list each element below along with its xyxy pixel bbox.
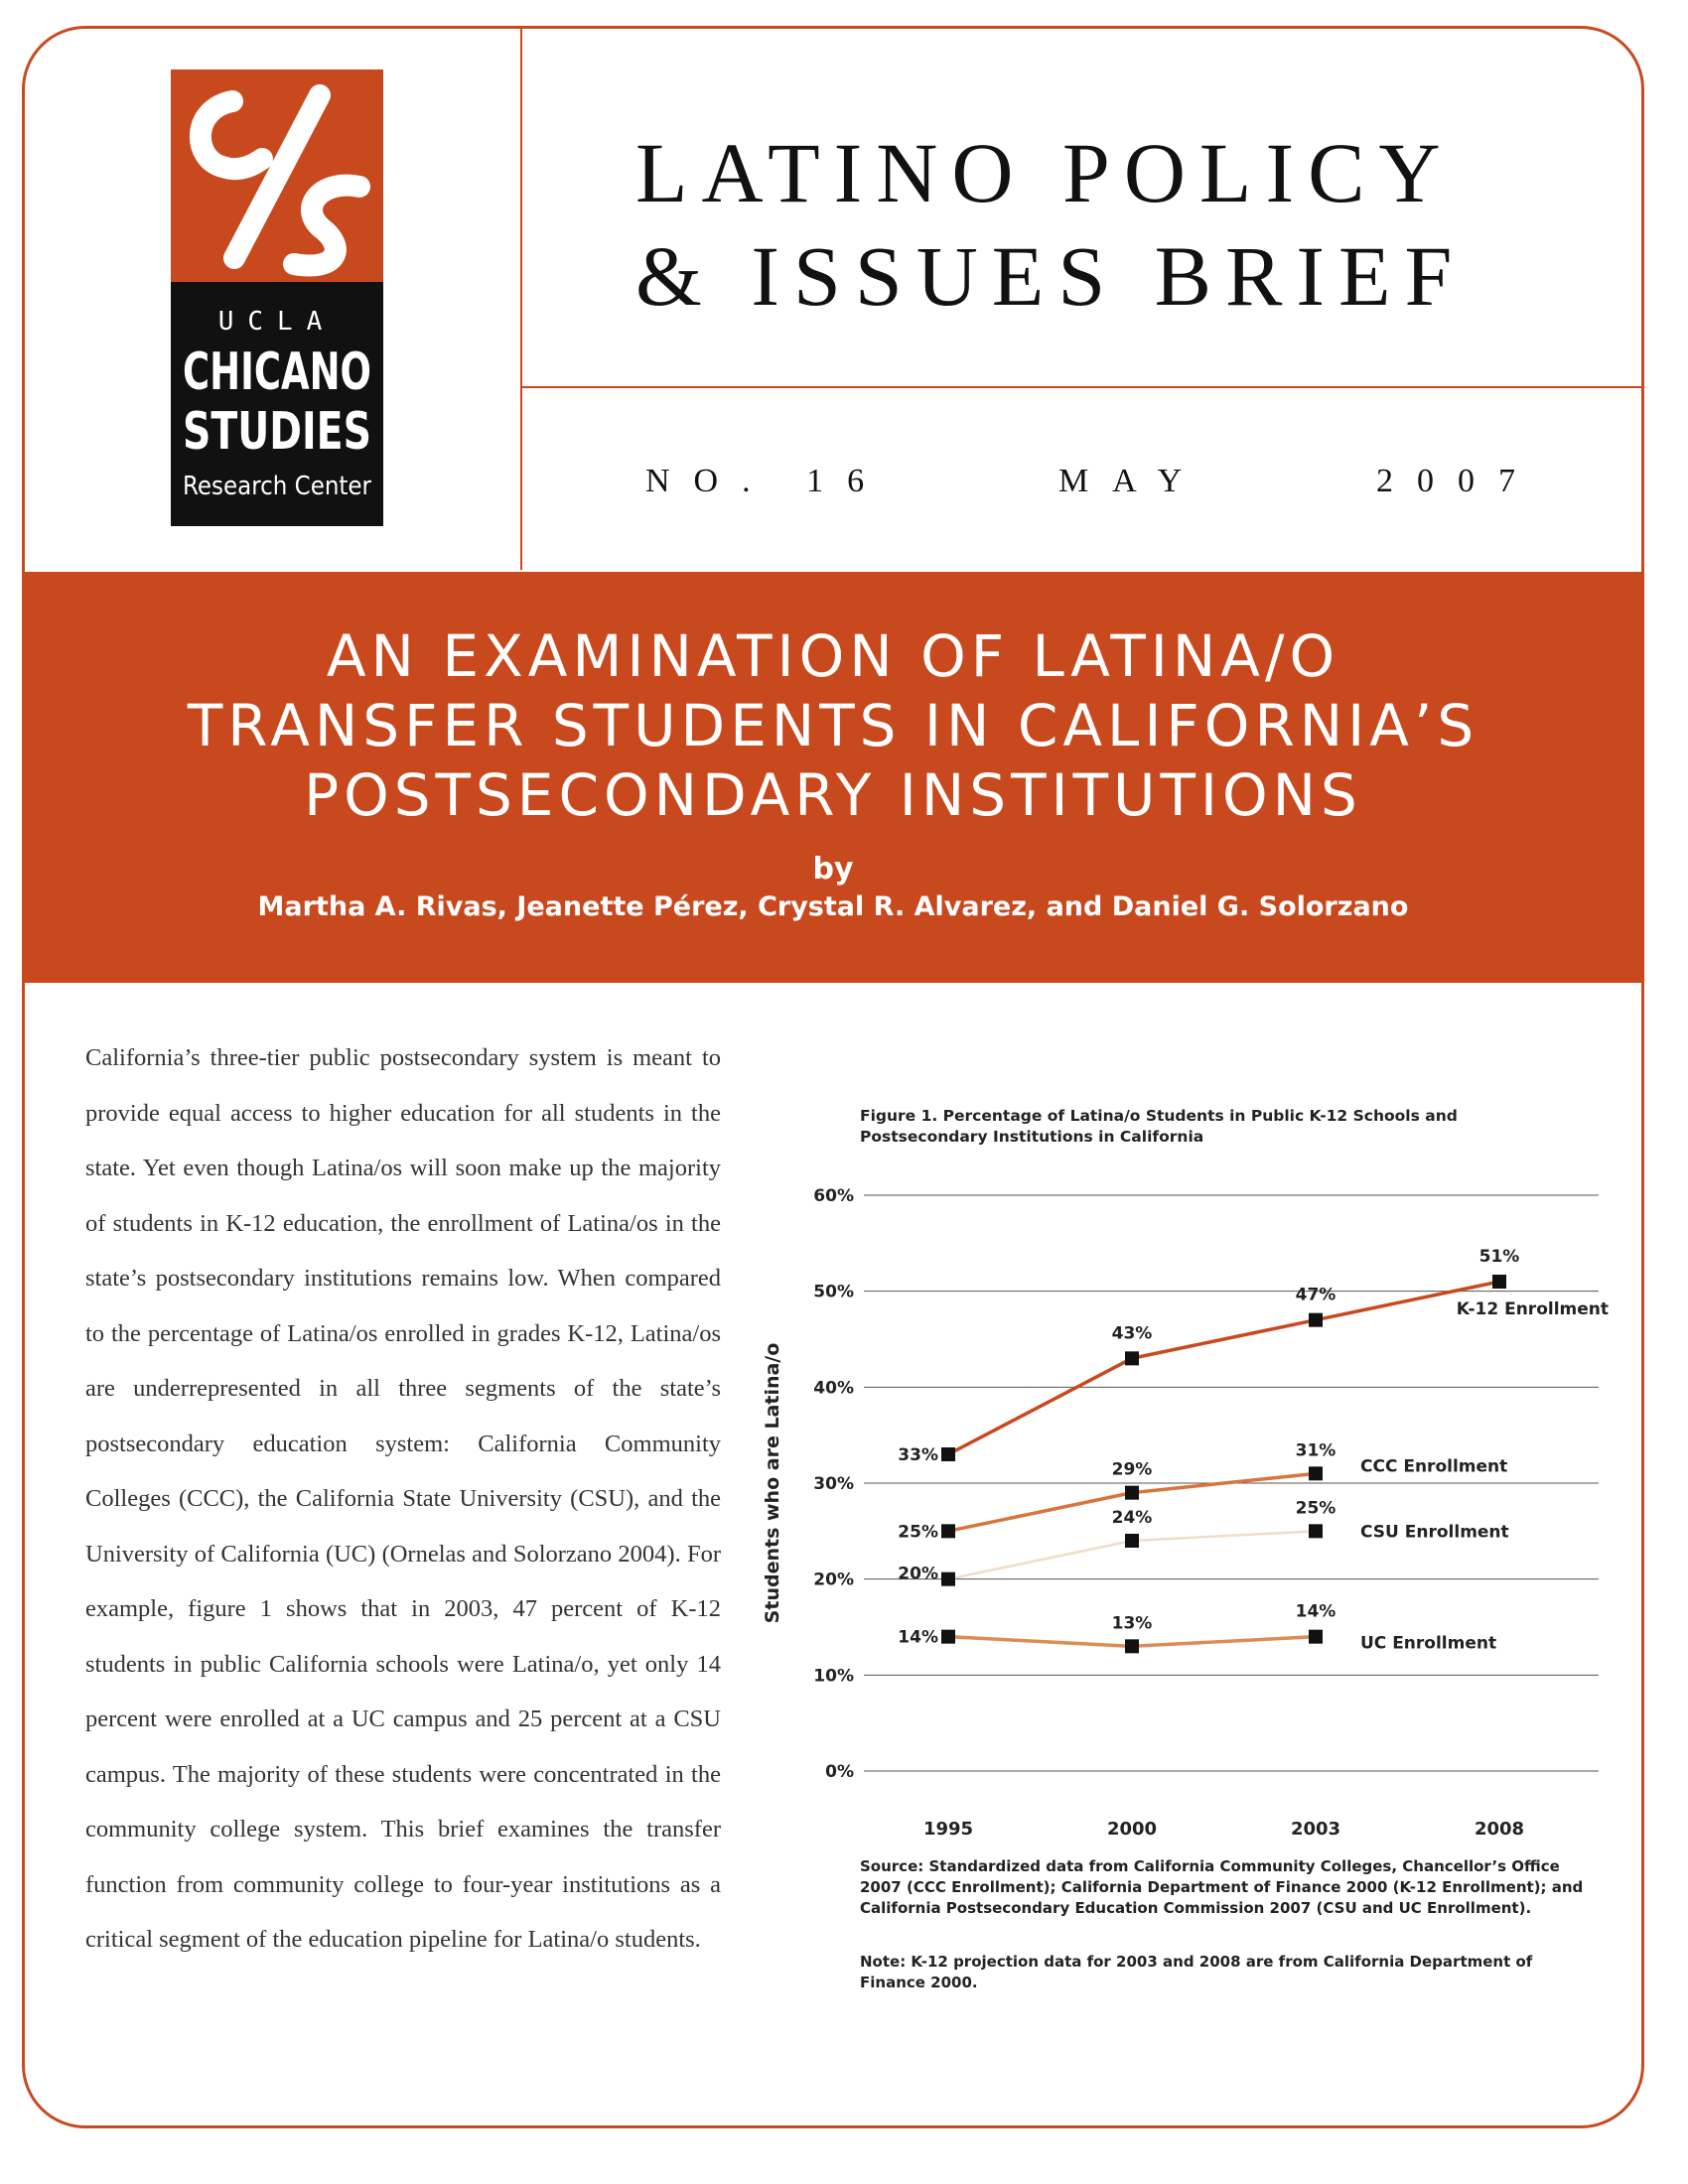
logo-studies: STUDIES	[183, 402, 371, 462]
series-name-label: CCC Enrollment	[1360, 1456, 1508, 1477]
series-line	[948, 1282, 1499, 1454]
data-point-marker	[1309, 1466, 1323, 1480]
x-tick-label: 2008	[1474, 1819, 1525, 1840]
logo-research-center: Research Center	[183, 472, 372, 501]
data-label: 25%	[1295, 1498, 1336, 1519]
logo-ucla: UCLA	[217, 307, 337, 337]
figure-note: Note: K-12 projection data for 2003 and 2008 are from California Department of Finance 2000.	[860, 1953, 1533, 1991]
data-point-marker	[1125, 1351, 1139, 1365]
data-label: 14%	[898, 1627, 938, 1648]
x-tick-label: 2000	[1106, 1819, 1158, 1840]
article-title	[22, 621, 1644, 830]
x-tick-label: 2003	[1290, 1819, 1341, 1840]
header-divider-horizontal	[522, 386, 1644, 388]
data-label: 31%	[1295, 1440, 1336, 1461]
data-label: 29%	[1111, 1459, 1153, 1480]
data-label: 47%	[1295, 1285, 1336, 1305]
issue-month: MAY	[1057, 463, 1206, 499]
byline-by: by	[812, 852, 854, 887]
issue-year: 2007	[1375, 463, 1539, 499]
issue-info	[645, 463, 1539, 500]
article-title-line3: POSTSECONDARY INSTITUTIONS	[304, 761, 1362, 829]
figure-source: Source: Standardized data from California Community Colleges, Chancellor’s Office 2007 (CCC Enrollment); California Department of Finance 2000 (K-12 Enrollment); and California Postsecondary Education Commission 2007 (CSU and UC Enrollment).	[860, 1857, 1584, 1917]
y-tick-label: 0%	[825, 1762, 854, 1782]
data-label: 14%	[1295, 1601, 1336, 1622]
figure-caption: Figure 1. Percentage of Latina/o Students in Public K-12 Schools and Postsecondary Institutions in California	[860, 1107, 1458, 1146]
data-point-marker	[1309, 1524, 1323, 1538]
data-label: 13%	[1111, 1613, 1153, 1634]
ucla-csrc-logo	[171, 69, 383, 526]
y-tick-label: 10%	[813, 1666, 854, 1687]
data-point-marker	[941, 1572, 955, 1586]
data-label: 20%	[898, 1564, 938, 1584]
series-name-label: CSU Enrollment	[1360, 1522, 1509, 1543]
data-point-marker	[941, 1524, 955, 1538]
data-point-marker	[1309, 1313, 1323, 1327]
data-point-marker	[941, 1447, 955, 1461]
data-point-marker	[1125, 1534, 1139, 1548]
series-name-label: UC Enrollment	[1360, 1633, 1497, 1654]
publication-title-line1: LATINO POLICY	[635, 125, 1455, 220]
intro-paragraph: California’s three-tier public postsecondary system is meant to provide equal access to higher education for all students in the state. Yet even though Latina/os will soon make up the majority of students in K-12 education, the enrollment of Latina/os in the state’s postsecondary institutions remains low. When compared to the percentage of Latina/os enrolled in grades K-12, Latina/os are underrepresented in all three segments of the state’s postsecondary education system: California Community Colleges (CCC), the California State University (CSU), and the University of California (UC) (Ornelas and Solorzano 2004). For example, figure 1 shows that in 2003, 47 percent of K-12 students in public California schools were Latina/o, yet only 14 percent were enrolled at a UC campus and 25 percent at a CSU campus. The majority of these students were concentrated in the community college system. This brief examines the transfer function from community college to four-year institutions as a critical segment of the education pipeline for Latina/o students.	[85, 1044, 721, 1953]
y-tick-label: 50%	[813, 1282, 854, 1302]
data-label: 33%	[898, 1445, 938, 1465]
y-tick-label: 60%	[813, 1186, 854, 1206]
data-label: 43%	[1111, 1323, 1153, 1344]
data-point-marker	[1309, 1630, 1323, 1644]
logo-chicano: CHICANO	[183, 342, 371, 402]
title-banner	[22, 572, 1644, 983]
data-label: 25%	[898, 1522, 938, 1543]
header-divider-vertical	[520, 28, 522, 570]
y-axis-label: Students who are Latina/o	[762, 1342, 783, 1624]
series-name-label: K-12 Enrollment	[1456, 1299, 1609, 1319]
data-point-marker	[1492, 1275, 1506, 1289]
line-chart	[735, 1092, 1609, 1846]
data-point-marker	[1125, 1639, 1139, 1653]
data-label: 24%	[1111, 1508, 1153, 1528]
figure-1	[735, 1092, 1609, 2015]
byline-authors: Martha A. Rivas, Jeanette Pérez, Crystal R. Alvarez, and Daniel G. Solorzano	[257, 891, 1409, 922]
data-point-marker	[1125, 1486, 1139, 1500]
article-title-line2: TRANSFER STUDENTS IN CALIFORNIA’S	[187, 692, 1479, 759]
publication-title	[635, 121, 1529, 328]
x-tick-label: 1995	[922, 1819, 974, 1840]
publication-title-line2: & ISSUES BRIEF	[635, 228, 1467, 324]
y-tick-label: 20%	[813, 1570, 854, 1590]
data-point-marker	[941, 1630, 955, 1644]
data-label: 51%	[1478, 1247, 1520, 1267]
y-tick-label: 30%	[813, 1474, 854, 1494]
y-tick-label: 40%	[813, 1378, 854, 1399]
issue-number: NO. 16	[645, 463, 889, 499]
article-title-line1: AN EXAMINATION OF LATINA/O	[326, 622, 1340, 690]
